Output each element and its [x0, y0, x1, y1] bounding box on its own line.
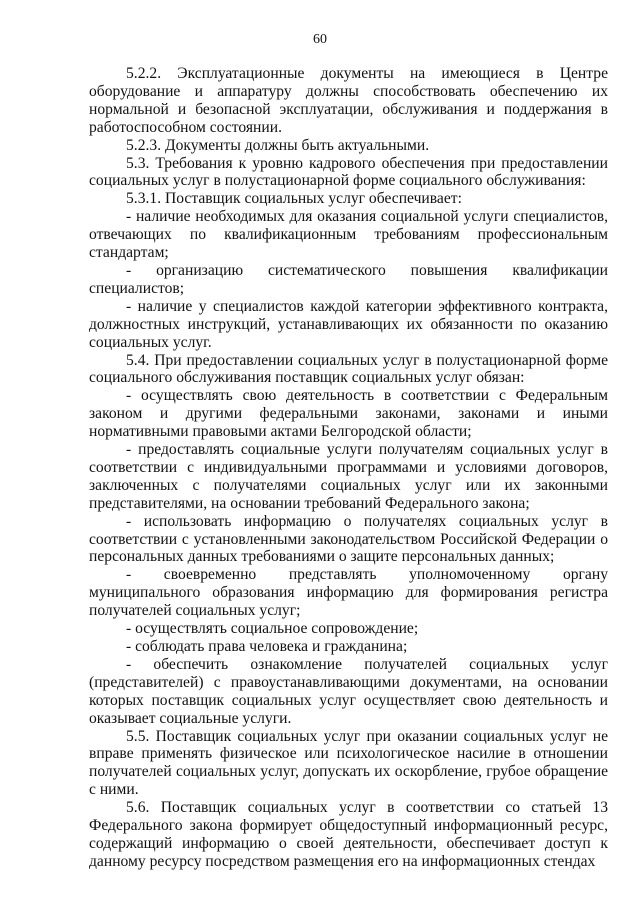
page-number: 60: [313, 32, 327, 47]
list-item-social-support: - осуществлять социальное сопровождение;: [126, 620, 419, 638]
list-item-provide-services: - предоставлять социальные услуги получателям социальных услуг в соответствии с индивидуальными программами и условиями договоров, заключенных с получателями социальных услуг или их законными представителями, на основании требований Федерального закона;: [89, 441, 608, 512]
paragraph-5-6: 5.6. Поставщик социальных услуг в соответствии со статьей 13 Федерального закона формирует общедоступный информационный ресурс, содержащий информацию о своей деятельности, обеспечивает доступ к данному ресурсу посредством размещения его на информационных стендах: [89, 799, 608, 870]
list-item-federal-law: - осуществлять свою деятельность в соответствии с Федеральным законом и другими федеральными законами, законами и иными нормативными правовыми актами Белгородской области;: [89, 387, 608, 441]
paragraph-5-4: 5.4. При предоставлении социальных услуг в полустационарной форме социального обслуживания поставщик социальных услуг обязан:: [89, 351, 608, 387]
list-item-familiarization: - обеспечить ознакомление получателей социальных услуг (представителей) с правоустанавливающими документами, на основании которых поставщик социальных услуг осуществляет свою деятельность и оказывает социальные услуги.: [89, 655, 608, 727]
paragraph-5-3-1: 5.3.1. Поставщик социальных услуг обеспечивает:: [126, 190, 462, 208]
list-item-contracts: - наличие у специалистов каждой категории эффективного контракта, должностных инструкций, устанавливающих их обязанности по оказанию социальных услуг.: [89, 297, 608, 351]
list-item-personal-data: - использовать информацию о получателях социальных услуг в соответствии с установленными законодательством Российской Федерации о персональных данных требованиями о защите персональных данных;: [89, 512, 608, 566]
paragraph-5-5: 5.5. Поставщик социальных услуг при оказании социальных услуг не вправе применять физическое или психологическое насилие в отношении получателей социальных услуг, допускать их оскорбление, грубое обращение с ними.: [89, 727, 608, 799]
document-body: [89, 65, 608, 871]
list-item-specialists: - наличие необходимых для оказания социальной услуги специалистов, отвечающих по квалификационным требованиям профессиональным стандартам;: [89, 208, 608, 262]
paragraph-5-2-2: 5.2.2. Эксплуатационные документы на имеющиеся в Центре оборудование и аппаратуру должны способствовать обеспечению их нормальной и безопасной эксплуатации, обслуживания и поддержания в работоспособном состоянии.: [89, 65, 608, 136]
paragraph-5-3: 5.3. Требования к уровню кадрового обеспечения при предоставлении социальных услуг в полустационарной форме социального обслуживания:: [89, 154, 608, 190]
list-item-qualification: - организацию систематического повышения квалификации специалистов;: [89, 261, 608, 297]
list-item-registry: - своевременно представлять уполномоченному органу муниципального образования информацию для формирования регистра получателей социальных услуг;: [89, 566, 608, 620]
paragraph-5-2-3: 5.2.3. Документы должны быть актуальными.: [126, 136, 430, 154]
list-item-human-rights: - соблюдать права человека и гражданина;: [126, 638, 408, 655]
